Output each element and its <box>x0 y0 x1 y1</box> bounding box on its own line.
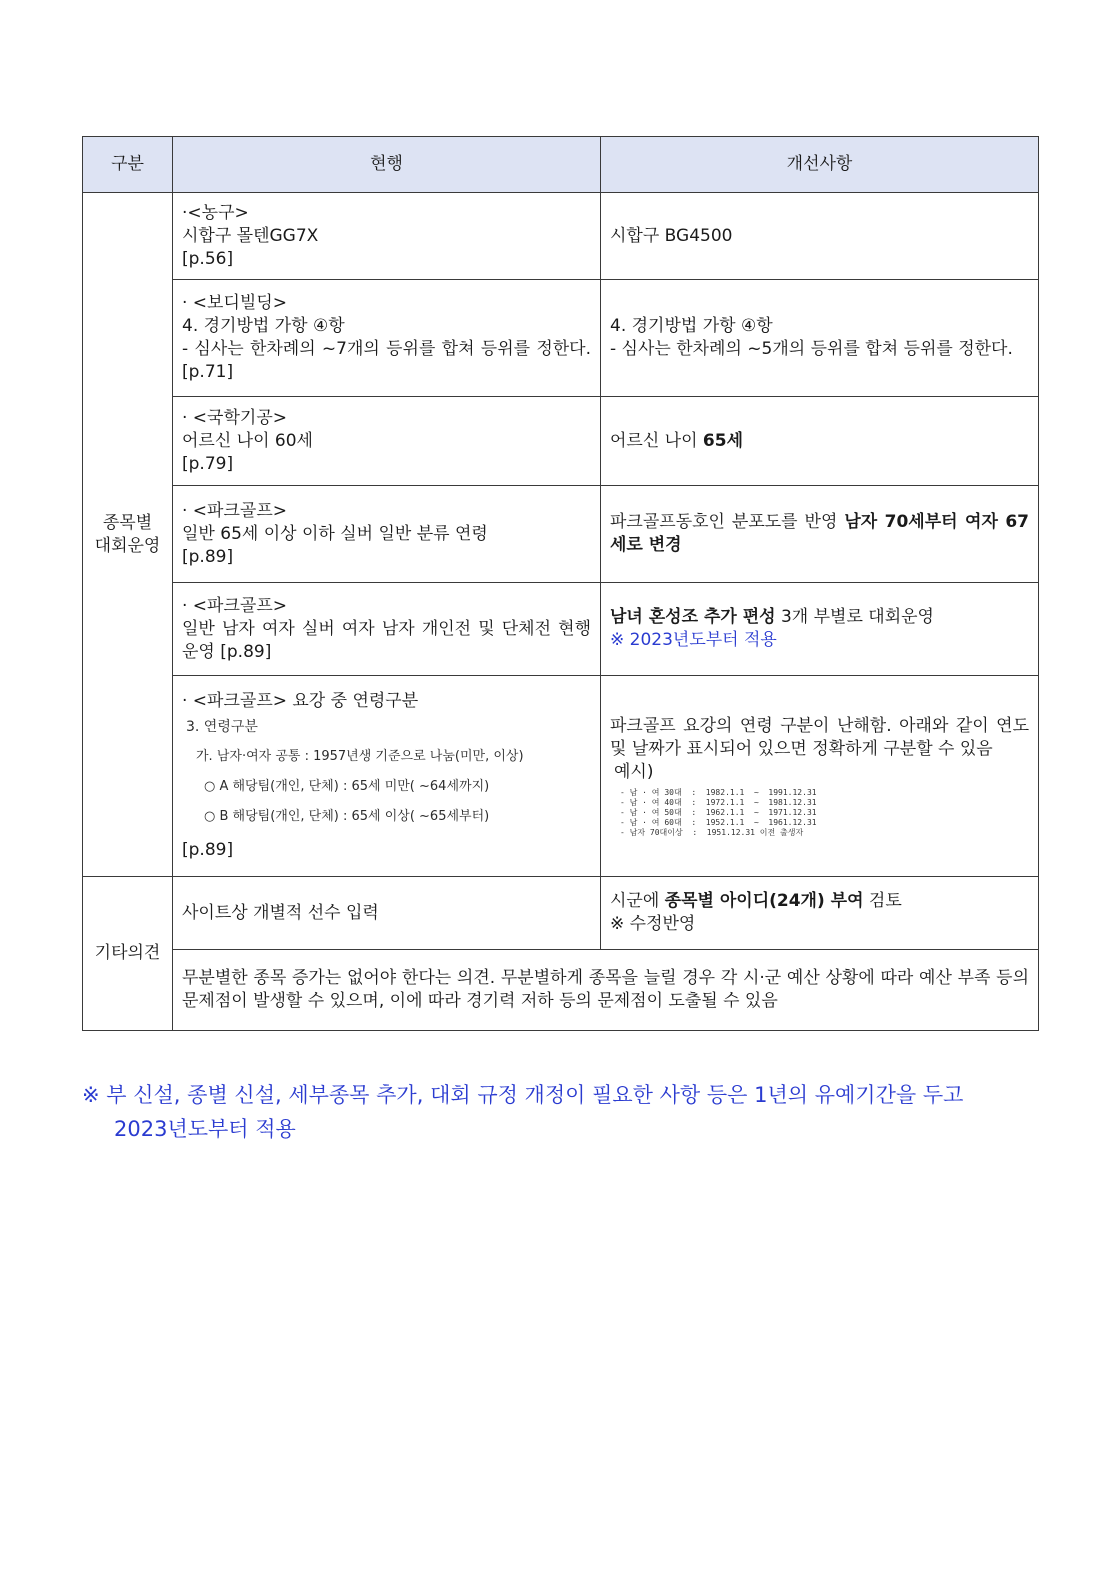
item-text <box>610 430 1029 453</box>
improvement-cell <box>601 486 1039 583</box>
item-text: 일반 남자 여자 실버 여자 남자 개인전 및 단체전 현행 운영 [p.89] <box>182 618 591 662</box>
current-cell <box>173 280 601 397</box>
item-text <box>610 511 1029 557</box>
example-row: - 남 · 여 50대 : 1962.1.1 ~ 1971.12.31 <box>620 807 817 817</box>
bold-text: 남자 70세부터 여자 67세로 변경 <box>610 512 1030 555</box>
plain-text: 파크골프동호인 분포도를 반영 <box>610 512 845 532</box>
item-text: 4. 경기방법 가항 ④항 <box>610 316 773 336</box>
opinion-cell <box>173 950 1039 1031</box>
table-row <box>83 950 1039 1031</box>
item-title: · <파크골프> 요강 중 연령구분 <box>182 691 419 711</box>
rules-text: ○ B 해당팀(개인, 단체) : 65세 이상( ~65세부터) <box>204 809 490 824</box>
item-text: 시합구 몰텐GG7X <box>182 225 319 246</box>
note-text: ※ 수정반영 <box>610 914 696 934</box>
rules-excerpt-image <box>186 719 591 825</box>
example-row: - 남 · 여 40대 : 1972.1.1 ~ 1981.12.31 <box>620 797 817 807</box>
item-text: 일반 65세 이상 이하 실버 일반 분류 연령 <box>182 523 488 544</box>
item-text: 사이트상 개별적 선수 입력 <box>182 902 379 923</box>
improvement-cell <box>601 397 1039 486</box>
current-cell <box>173 877 601 950</box>
item-text: 시합구 BG4500 <box>610 225 733 246</box>
table-row <box>83 193 1039 280</box>
improvement-cell <box>601 583 1039 676</box>
item-text <box>610 606 1029 629</box>
opinion-text: 무분별한 종목 증가는 없어야 한다는 의견. 무분별하게 종목을 늘릴 경우 각 시·군 예산 상황에 따라 예산 부족 등의 문제점이 발생할 수 있으며, 이에 따라 경기력 저하 등의 문제점이 도출될 수 있음 <box>182 968 1029 1011</box>
category-cell-event <box>83 193 173 877</box>
page-ref: [p.89] <box>182 546 234 567</box>
item-title: · <보디빌딩> <box>182 293 287 313</box>
category-cell-other: 기타의견 <box>83 877 173 1031</box>
page-ref: [p.56] <box>182 248 234 269</box>
note-text: ※ 2023년도부터 적용 <box>610 630 777 650</box>
current-cell <box>173 583 601 676</box>
bold-text: 남녀 혼성조 추가 편성 <box>610 607 776 627</box>
item-title: · <국학기공> <box>182 407 287 428</box>
table-row <box>83 280 1039 397</box>
rules-text: ○ A 해당팀(개인, 단체) : 65세 미만( ~64세까지) <box>204 779 490 794</box>
example-row: - 남자 70대이상 : 1951.12.31 이전 출생자 <box>620 827 804 837</box>
item-text <box>610 890 1029 913</box>
current-cell <box>173 397 601 486</box>
header-improvement: 개선사항 <box>601 137 1039 193</box>
item-title: ·<농구> <box>182 202 249 223</box>
item-text: 4. 경기방법 가항 ④항 <box>182 316 345 336</box>
example-row: - 남 · 여 30대 : 1982.1.1 ~ 1991.12.31 <box>620 787 817 797</box>
item-text: - 심사는 한차례의 ~5개의 등위를 합쳐 등위를 정한다. <box>610 339 1013 359</box>
table-row <box>83 676 1039 877</box>
example-row: - 남 · 여 60대 : 1952.1.1 ~ 1961.12.31 <box>620 817 817 827</box>
item-text: 어르신 나이 60세 <box>182 430 313 451</box>
current-cell <box>173 193 601 280</box>
rules-heading: 3. 연령구분 <box>186 719 258 735</box>
improvement-cell <box>601 877 1039 950</box>
page-ref: [p.79] <box>182 453 234 474</box>
table-row <box>83 486 1039 583</box>
bold-text: 종목별 아이디(24개) 부여 <box>664 891 864 911</box>
improvement-cell <box>601 280 1039 397</box>
comparison-table-wrapper <box>82 136 1038 1031</box>
example-label: 예시) <box>614 761 654 782</box>
table-row <box>83 397 1039 486</box>
comparison-table <box>82 136 1039 1031</box>
current-cell <box>173 676 601 877</box>
bold-text: 65세 <box>702 430 744 451</box>
plain-text: 검토 <box>863 891 902 911</box>
plain-text: 어르신 나이 <box>610 430 703 451</box>
header-category: 구분 <box>83 137 173 193</box>
plain-text: 시군에 <box>610 891 665 911</box>
plain-text: 3개 부별로 대회운영 <box>775 607 934 627</box>
footnote-line: 2023년도부터 적용 <box>114 1117 296 1141</box>
item-title: · <파크골프> <box>182 595 287 616</box>
item-title: · <파크골프> <box>182 500 287 521</box>
table-row <box>83 877 1039 950</box>
category-text: 대회운영 <box>94 535 161 556</box>
item-text: - 심사는 한차례의 ~7개의 등위를 합쳐 등위를 정한다. [p.71] <box>182 339 591 382</box>
improvement-cell <box>601 193 1039 280</box>
improvement-cell <box>601 676 1039 877</box>
header-current: 현행 <box>173 137 601 193</box>
footnote <box>82 1078 1042 1146</box>
table-header-row <box>83 137 1039 193</box>
current-cell <box>173 486 601 583</box>
example-table-image <box>620 788 1029 838</box>
item-text: 파크골프 요강의 연령 구분이 난해함. 아래와 같이 연도 및 날짜가 표시되어 있으면 정확하게 구분할 수 있음 <box>610 715 1029 759</box>
table-row <box>83 583 1039 676</box>
page-ref: [p.89] <box>182 840 234 860</box>
rules-text: 가. 남자·여자 공통 : 1957년생 기준으로 나눔(미만, 이상) <box>196 749 524 764</box>
category-text: 종목별 <box>102 512 153 533</box>
footnote-line: ※ 부 신설, 종별 신설, 세부종목 추가, 대회 규정 개정이 필요한 사항 등은 1년의 유예기간을 두고 <box>82 1083 964 1107</box>
